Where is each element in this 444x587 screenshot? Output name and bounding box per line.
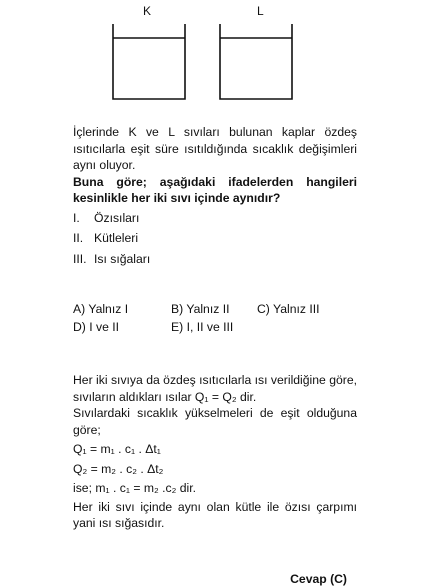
- option-b[interactable]: B) Yalnız II: [171, 302, 230, 316]
- statement-number: II.: [73, 231, 84, 245]
- question-block: [73, 124, 357, 271]
- options-row: [73, 300, 363, 318]
- statement-item: [73, 251, 357, 268]
- statement-text: Özısıları: [94, 210, 140, 225]
- equation-q1: Q₁ = m₁ . c₁ . Δt₁: [73, 442, 161, 456]
- option-c[interactable]: C) Yalnız III: [257, 302, 320, 316]
- equation-q2: Q₂ = m₂ . c₂ . Δt₂: [73, 461, 164, 476]
- option-d[interactable]: D) I ve II: [73, 320, 120, 334]
- statement-text: Kütleleri: [94, 231, 139, 245]
- answer-options: [73, 300, 363, 336]
- container-l: [219, 24, 293, 100]
- container-k: [112, 24, 186, 100]
- equation-result: ise; m₁ . c₁ = m₂ .c₂ dir.: [73, 481, 196, 495]
- option-e[interactable]: E) I, II ve III: [171, 320, 234, 334]
- solution-paragraph: Sıvılardaki sıcaklık yükselmeleri de eşit olduğuna göre;: [73, 406, 357, 437]
- container-label-l: L: [257, 4, 264, 18]
- statement-text: Isı sığaları: [94, 251, 151, 266]
- solution-block: [73, 372, 357, 532]
- question-intro: İçlerinde K ve L sıvıları bulunan kaplar özdeş ısıtıcılarla eşit süre ısıtıldığında sıcaklık değişimleri aynı oluyor.: [73, 125, 357, 172]
- solution-paragraph: Her iki sıvıya da özdeş ısıtıcılarla ısı verildiğine göre, sıvıların aldıkları ısılar Q₁ = Q₂ dir.: [73, 373, 357, 404]
- option-a[interactable]: A) Yalnız I: [73, 302, 129, 316]
- statement-item: [73, 210, 357, 227]
- statement-number: I.: [73, 210, 80, 225]
- statement-number: III.: [73, 251, 87, 266]
- container-label-k: K: [143, 4, 152, 18]
- answer-label: Cevap (C): [290, 572, 347, 586]
- solution-paragraph: Her iki sıvı içinde aynı olan kütle ile özısı çarpımı yani ısı sığasıdır.: [73, 499, 357, 530]
- options-row: [73, 318, 363, 336]
- question-prompt: Buna göre; aşağıdaki ifadelerden hangileri kesinlikle her iki sıvı içinde aynıdır?: [73, 174, 357, 205]
- statement-item: [73, 230, 357, 247]
- containers-figure: [0, 0, 444, 110]
